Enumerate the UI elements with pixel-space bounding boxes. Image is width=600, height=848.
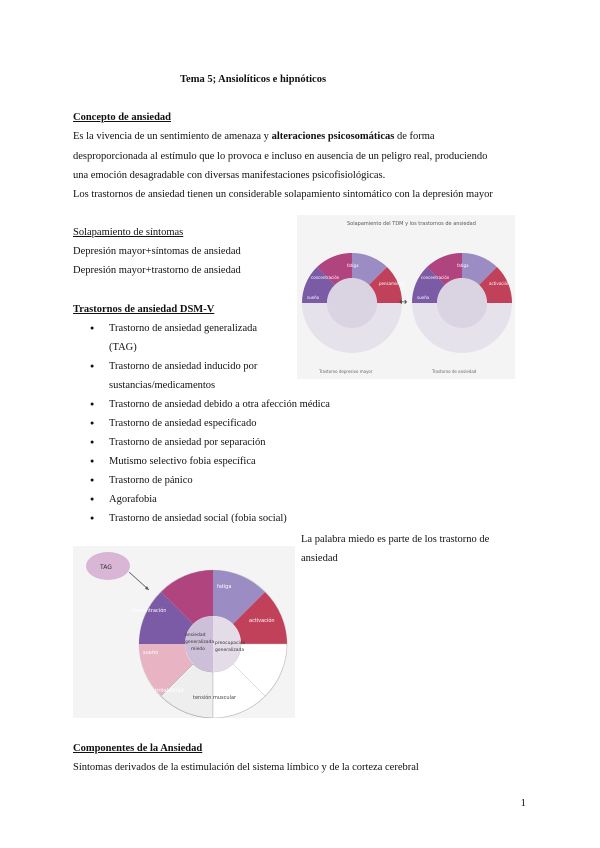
left-label-sueno: sueño: [307, 295, 320, 300]
center-preocupacion: preocupación: [215, 641, 246, 646]
list-item: ● Trastorno de ansiedad debido a otra afección médica: [73, 395, 330, 414]
concepto-line-1: Es la vivencia de un sentimiento de amenaza y alteraciones psicosomáticas de forma: [73, 131, 435, 142]
list-item: ● Agorafobia: [73, 490, 330, 509]
solapamiento-heading: Solapamiento de síntomas: [73, 227, 184, 238]
label-sueno: sueño: [143, 650, 159, 656]
concepto-line-4: Los trastornos de ansiedad tienen un considerable solapamiento sintomático con la depresión mayor: [73, 189, 493, 200]
list-item: ● Trastorno de ansiedad por separación: [73, 433, 330, 452]
tag-diagram-svg: [73, 546, 295, 718]
concepto-line-2: desproporcionada al estímulo que lo provoca e incluso en ausencia de un peligro real, produciendo: [73, 151, 488, 162]
right-label-fatiga: fatiga: [457, 263, 469, 268]
right-caption: Trastorno de ansiedad: [432, 369, 477, 374]
componentes-text: Síntomas derivados de la estimulación del sistema límbico y de la corteza cerebral: [73, 762, 419, 773]
solapamiento-item-1: Depresión mayor+síntomas de ansiedad: [73, 246, 241, 257]
tag-arrow: [129, 572, 149, 590]
concepto-line-3: una emoción desagradable con diversas manifestaciones psicofisiológicas.: [73, 170, 386, 181]
list-item: ● Trastorno de ansiedad inducido por sustancias/medicamentos: [73, 357, 330, 395]
solapamiento-item-2: Depresión mayor+trastorno de ansiedad: [73, 265, 241, 276]
list-item: ● Trastorno de ansiedad especificado: [73, 414, 330, 433]
center-miedo: miedo: [191, 647, 206, 652]
list-item: ● Trastorno de ansiedad social (fobia social): [73, 509, 330, 528]
document-title: Tema 5; Ansiolíticos e hipnóticos: [180, 74, 327, 85]
overlap-arrow: ↔: [399, 297, 408, 308]
right-label-sueno: sueño: [417, 295, 430, 300]
label-concentracion: concentración: [131, 608, 167, 614]
label-irritabilidad: irritabilidad: [155, 688, 184, 694]
tag-diagram: [73, 546, 295, 718]
trastornos-list: [73, 319, 330, 528]
concepto-heading: Concepto de ansiedad: [73, 112, 172, 123]
left-caption: Trastorno depresivo mayor: [319, 369, 373, 374]
center-generalizada-2: generalizada: [215, 648, 245, 653]
trastornos-heading: Trastornos de ansiedad DSM-V: [73, 304, 215, 315]
tag-label: TAG: [100, 564, 112, 571]
page-number: 1: [520, 797, 526, 809]
left-label-fatiga: fatiga: [347, 263, 359, 268]
center-ansiedad: ansiedad: [185, 633, 206, 638]
list-item: ● Trastorno de pánico: [73, 471, 330, 490]
right-label-concentracion: concentración: [421, 275, 450, 280]
list-item: ● Mutismo selectivo fobia específica: [73, 452, 330, 471]
left-label-concentracion: concentración: [311, 275, 340, 280]
label-tension: tensión muscular: [193, 695, 237, 701]
center-generalizada: generalizada: [185, 640, 215, 645]
note-line-2: ansiedad: [301, 553, 338, 564]
componentes-heading: Componentes de la Ansiedad: [73, 743, 203, 754]
label-activacion: activación: [249, 618, 275, 624]
note-line-1: La palabra miedo es parte de los trastorno de: [301, 534, 490, 545]
label-fatiga: fatiga: [217, 584, 232, 590]
right-circle: [412, 253, 512, 353]
right-label-activacion: activación: [489, 281, 510, 286]
list-item: ● Trastorno de ansiedad generalizada (TAG): [73, 319, 330, 357]
overlap-caption: Solapamiento del TDM y los trastornos de ansiedad: [347, 221, 476, 227]
left-label-pensamiento: pensamiento: [379, 281, 406, 286]
